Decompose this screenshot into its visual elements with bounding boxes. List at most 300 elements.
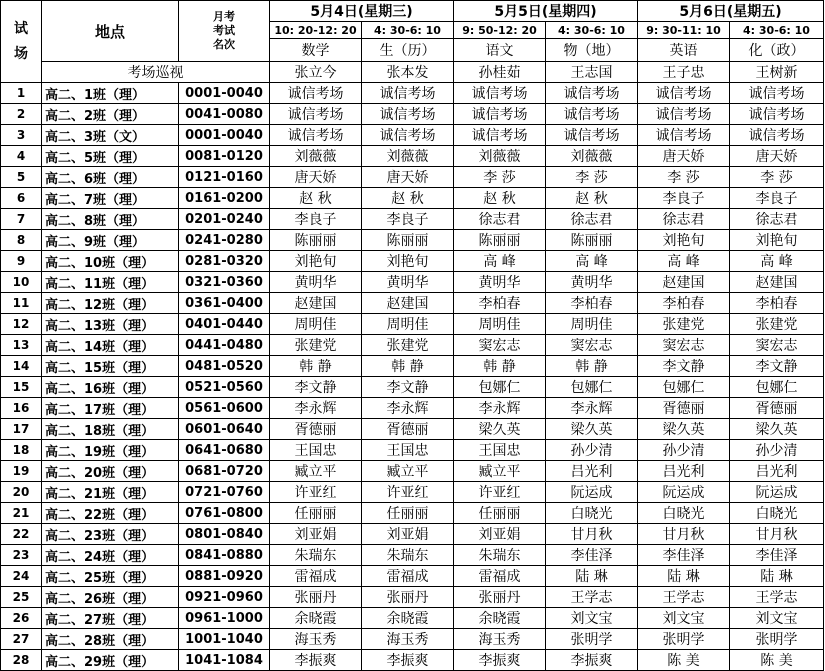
rank-range: 0801-0840 — [179, 524, 270, 545]
subject-header: 英语 — [638, 39, 730, 62]
class-location: 高二、21班（理） — [42, 482, 179, 503]
proctor-name: 刘薇薇 — [270, 146, 362, 167]
proctor-name: 李永辉 — [454, 398, 546, 419]
table-row — [1, 188, 824, 209]
room-number: 17 — [1, 419, 42, 440]
room-number: 6 — [1, 188, 42, 209]
proctor-name: 孙少清 — [730, 440, 824, 461]
proctor-name: 王学志 — [546, 587, 638, 608]
room-number: 12 — [1, 314, 42, 335]
rank-range: 0641-0680 — [179, 440, 270, 461]
proctor-name: 雷福成 — [454, 566, 546, 587]
proctor-name: 刘亚娟 — [454, 524, 546, 545]
proctor-name: 陆 琳 — [730, 566, 824, 587]
seat-rank-header — [179, 1, 270, 62]
table-row — [1, 440, 824, 461]
proctor-name: 刘文宝 — [546, 608, 638, 629]
room-number: 8 — [1, 230, 42, 251]
rank-range: 0761-0800 — [179, 503, 270, 524]
proctor-name: 阮运成 — [730, 482, 824, 503]
proctor-name: 李柏春 — [454, 293, 546, 314]
room-header-line2: 场 — [14, 45, 28, 62]
proctor-name: 余晓霞 — [362, 608, 454, 629]
proctor-name: 朱瑞东 — [362, 545, 454, 566]
proctor-name: 余晓霞 — [270, 608, 362, 629]
proctor-name: 李柏春 — [730, 293, 824, 314]
proctor-name: 任丽丽 — [454, 503, 546, 524]
proctor-name: 王国忠 — [270, 440, 362, 461]
proctor-name: 窦宏志 — [546, 335, 638, 356]
proctor-name: 周明佳 — [270, 314, 362, 335]
proctor-name: 海玉秀 — [270, 629, 362, 650]
table-row — [1, 482, 824, 503]
class-location: 高二、2班（理） — [42, 104, 179, 125]
proctor-name: 窦宏志 — [730, 335, 824, 356]
rank-range: 0241-0280 — [179, 230, 270, 251]
date-header-day1: 5月4日(星期三) — [270, 1, 454, 22]
class-location: 高二、27班（理） — [42, 608, 179, 629]
proctor-name: 阮运成 — [546, 482, 638, 503]
class-location: 高二、22班（理） — [42, 503, 179, 524]
proctor-name: 徐志君 — [730, 209, 824, 230]
proctor-name: 陈丽丽 — [454, 230, 546, 251]
proctor-name: 陈丽丽 — [270, 230, 362, 251]
room-number: 26 — [1, 608, 42, 629]
proctor-name: 白晓光 — [638, 503, 730, 524]
supervisor: 张立今 — [270, 62, 362, 83]
proctor-name: 黄明华 — [454, 272, 546, 293]
proctor-name: 李柏春 — [638, 293, 730, 314]
table-row — [1, 377, 824, 398]
proctor-name: 任丽丽 — [362, 503, 454, 524]
proctor-name: 雷福成 — [362, 566, 454, 587]
proctor-name: 黄明华 — [546, 272, 638, 293]
class-location: 高二、24班（理） — [42, 545, 179, 566]
proctor-name: 李柏春 — [546, 293, 638, 314]
subject-header: 生（历） — [362, 39, 454, 62]
proctor-name: 李 莎 — [546, 167, 638, 188]
seat-rank-line2: 考试 — [213, 24, 235, 37]
room-number: 13 — [1, 335, 42, 356]
table-row — [1, 251, 824, 272]
proctor-name: 张丽丹 — [454, 587, 546, 608]
proctor-name: 诚信考场 — [730, 125, 824, 146]
proctor-name: 吕光利 — [546, 461, 638, 482]
room-number: 2 — [1, 104, 42, 125]
proctor-name: 刘亚娟 — [270, 524, 362, 545]
room-number: 18 — [1, 440, 42, 461]
rank-range: 1041-1084 — [179, 650, 270, 671]
table-row — [1, 587, 824, 608]
class-location: 高二、26班（理） — [42, 587, 179, 608]
proctor-name: 黄明华 — [270, 272, 362, 293]
proctor-name: 甘月秋 — [638, 524, 730, 545]
proctor-name: 海玉秀 — [362, 629, 454, 650]
table-row — [1, 125, 824, 146]
proctor-name: 诚信考场 — [546, 104, 638, 125]
class-location: 高二、15班（理） — [42, 356, 179, 377]
proctor-name: 诚信考场 — [638, 125, 730, 146]
proctor-name: 李振爽 — [270, 650, 362, 671]
proctor-name: 包娜仁 — [638, 377, 730, 398]
proctor-name: 陈丽丽 — [362, 230, 454, 251]
subject-header: 语文 — [454, 39, 546, 62]
class-location: 高二、11班（理） — [42, 272, 179, 293]
table-row — [1, 230, 824, 251]
room-header — [1, 1, 42, 83]
supervisor: 王子忠 — [638, 62, 730, 83]
rank-range: 0121-0160 — [179, 167, 270, 188]
proctor-name: 韩 静 — [270, 356, 362, 377]
proctor-name: 李文静 — [270, 377, 362, 398]
proctor-name: 雷福成 — [270, 566, 362, 587]
proctor-name: 黄明华 — [362, 272, 454, 293]
proctor-name: 梁久英 — [454, 419, 546, 440]
room-number: 15 — [1, 377, 42, 398]
room-number: 25 — [1, 587, 42, 608]
proctor-name: 李永辉 — [362, 398, 454, 419]
class-location: 高二、14班（理） — [42, 335, 179, 356]
subject-header: 化（政） — [730, 39, 824, 62]
room-number: 21 — [1, 503, 42, 524]
room-number: 1 — [1, 83, 42, 104]
proctor-name: 张建党 — [270, 335, 362, 356]
table-row — [1, 524, 824, 545]
proctor-name: 徐志君 — [454, 209, 546, 230]
room-number: 4 — [1, 146, 42, 167]
proctor-name: 李佳泽 — [638, 545, 730, 566]
class-location: 高二、7班（理） — [42, 188, 179, 209]
proctor-name: 诚信考场 — [546, 125, 638, 146]
rank-range: 0721-0760 — [179, 482, 270, 503]
proctor-name: 许亚红 — [362, 482, 454, 503]
table-row — [1, 293, 824, 314]
rank-range: 0481-0520 — [179, 356, 270, 377]
proctor-name: 李永辉 — [270, 398, 362, 419]
supervisor: 张本发 — [362, 62, 454, 83]
proctor-name: 臧立平 — [362, 461, 454, 482]
proctor-name: 吕光利 — [730, 461, 824, 482]
proctor-name: 任丽丽 — [270, 503, 362, 524]
proctor-name: 李振爽 — [546, 650, 638, 671]
proctor-name: 刘艳旬 — [270, 251, 362, 272]
proctor-name: 陈丽丽 — [546, 230, 638, 251]
proctor-name: 周明佳 — [546, 314, 638, 335]
table-row — [1, 356, 824, 377]
room-number: 3 — [1, 125, 42, 146]
rank-range: 0561-0600 — [179, 398, 270, 419]
proctor-name: 高 峰 — [638, 251, 730, 272]
date-header-day3: 5月6日(星期五) — [638, 1, 824, 22]
proctor-name: 诚信考场 — [546, 83, 638, 104]
proctor-name: 诚信考场 — [270, 125, 362, 146]
proctor-name: 诚信考场 — [362, 125, 454, 146]
proctor-name: 陆 琳 — [638, 566, 730, 587]
proctor-name: 张建党 — [730, 314, 824, 335]
proctor-name: 诚信考场 — [362, 104, 454, 125]
proctor-name: 诚信考场 — [270, 83, 362, 104]
proctor-name: 赵建国 — [270, 293, 362, 314]
class-location: 高二、29班（理） — [42, 650, 179, 671]
proctor-name: 李永辉 — [546, 398, 638, 419]
time-slot: 4: 30-6: 10 — [546, 22, 638, 39]
proctor-name: 孙少清 — [546, 440, 638, 461]
proctor-name: 赵 秋 — [270, 188, 362, 209]
proctor-name: 张明学 — [638, 629, 730, 650]
table-row — [1, 650, 824, 671]
time-slot: 10: 20-12: 20 — [270, 22, 362, 39]
class-location: 高二、23班（理） — [42, 524, 179, 545]
proctor-name: 刘薇薇 — [454, 146, 546, 167]
proctor-name: 赵建国 — [730, 272, 824, 293]
proctor-name: 李文静 — [362, 377, 454, 398]
class-location: 高二、1班（理） — [42, 83, 179, 104]
rank-range: 0001-0040 — [179, 83, 270, 104]
proctor-name: 白晓光 — [546, 503, 638, 524]
class-location: 高二、16班（理） — [42, 377, 179, 398]
proctor-name: 李振爽 — [362, 650, 454, 671]
time-slot: 9: 50-12: 20 — [454, 22, 546, 39]
proctor-name: 高 峰 — [546, 251, 638, 272]
proctor-name: 李 莎 — [730, 167, 824, 188]
proctor-name: 张丽丹 — [270, 587, 362, 608]
proctor-name: 许亚红 — [454, 482, 546, 503]
room-number: 10 — [1, 272, 42, 293]
proctor-name: 窦宏志 — [638, 335, 730, 356]
table-row — [1, 566, 824, 587]
proctor-name: 李振爽 — [454, 650, 546, 671]
rank-range: 0841-0880 — [179, 545, 270, 566]
proctor-name: 梁久英 — [730, 419, 824, 440]
class-location: 高二、9班（理） — [42, 230, 179, 251]
rank-range: 0881-0920 — [179, 566, 270, 587]
proctor-name: 诚信考场 — [638, 83, 730, 104]
class-location: 高二、3班（文） — [42, 125, 179, 146]
subject-header: 数学 — [270, 39, 362, 62]
proctor-name: 包娜仁 — [730, 377, 824, 398]
time-slot: 9: 30-11: 10 — [638, 22, 730, 39]
proctor-name: 王国忠 — [362, 440, 454, 461]
room-number: 22 — [1, 524, 42, 545]
proctor-name: 陈 美 — [730, 650, 824, 671]
room-number: 28 — [1, 650, 42, 671]
table-row — [1, 629, 824, 650]
proctor-name: 赵 秋 — [454, 188, 546, 209]
proctor-name: 诚信考场 — [362, 83, 454, 104]
table-row — [1, 209, 824, 230]
class-location: 高二、13班（理） — [42, 314, 179, 335]
proctor-name: 包娜仁 — [546, 377, 638, 398]
proctor-name: 白晓光 — [730, 503, 824, 524]
proctor-name: 吕光利 — [638, 461, 730, 482]
proctor-name: 诚信考场 — [730, 83, 824, 104]
table-row — [1, 314, 824, 335]
proctor-name: 梁久英 — [638, 419, 730, 440]
proctor-name: 甘月秋 — [730, 524, 824, 545]
table-row — [1, 608, 824, 629]
proctor-name: 胥德丽 — [730, 398, 824, 419]
room-number: 11 — [1, 293, 42, 314]
room-number: 19 — [1, 461, 42, 482]
time-slot: 4: 30-6: 10 — [730, 22, 824, 39]
proctor-name: 赵 秋 — [362, 188, 454, 209]
proctor-name: 赵 秋 — [546, 188, 638, 209]
table-row — [1, 167, 824, 188]
proctor-name: 韩 静 — [546, 356, 638, 377]
class-location: 高二、18班（理） — [42, 419, 179, 440]
time-slot: 4: 30-6: 10 — [362, 22, 454, 39]
proctor-name: 张明学 — [730, 629, 824, 650]
room-number: 20 — [1, 482, 42, 503]
proctor-name: 韩 静 — [362, 356, 454, 377]
class-location: 高二、19班（理） — [42, 440, 179, 461]
supervisor: 王树新 — [730, 62, 824, 83]
proctor-name: 刘艳旬 — [730, 230, 824, 251]
proctor-name: 徐志君 — [546, 209, 638, 230]
room-number: 5 — [1, 167, 42, 188]
rank-range: 0161-0200 — [179, 188, 270, 209]
proctor-name: 李良子 — [730, 188, 824, 209]
proctor-name: 张明学 — [546, 629, 638, 650]
proctor-name: 李 莎 — [638, 167, 730, 188]
rank-range: 0321-0360 — [179, 272, 270, 293]
subject-header: 物（地） — [546, 39, 638, 62]
proctor-name: 李文静 — [638, 356, 730, 377]
table-row — [1, 146, 824, 167]
rank-range: 0001-0040 — [179, 125, 270, 146]
proctor-name: 张丽丹 — [362, 587, 454, 608]
table-row — [1, 83, 824, 104]
class-location: 高二、12班（理） — [42, 293, 179, 314]
proctor-name: 唐天娇 — [362, 167, 454, 188]
proctor-name: 张建党 — [362, 335, 454, 356]
proctor-name: 朱瑞东 — [270, 545, 362, 566]
date-header-day2: 5月5日(星期四) — [454, 1, 638, 22]
room-number: 27 — [1, 629, 42, 650]
proctor-name: 周明佳 — [362, 314, 454, 335]
rank-range: 0041-0080 — [179, 104, 270, 125]
proctor-name: 陆 琳 — [546, 566, 638, 587]
proctor-name: 诚信考场 — [454, 104, 546, 125]
proctor-name: 陈 美 — [638, 650, 730, 671]
proctor-name: 海玉秀 — [454, 629, 546, 650]
supervisor: 孙桂茹 — [454, 62, 546, 83]
proctor-name: 李良子 — [638, 188, 730, 209]
proctor-name: 李佳泽 — [546, 545, 638, 566]
class-location: 高二、25班（理） — [42, 566, 179, 587]
proctor-name: 诚信考场 — [454, 125, 546, 146]
proctor-name: 诚信考场 — [270, 104, 362, 125]
proctor-name: 高 峰 — [454, 251, 546, 272]
proctor-name: 臧立平 — [454, 461, 546, 482]
rank-range: 0081-0120 — [179, 146, 270, 167]
proctor-name: 刘亚娟 — [362, 524, 454, 545]
class-location: 高二、6班（理） — [42, 167, 179, 188]
proctor-name: 朱瑞东 — [454, 545, 546, 566]
proctor-name: 高 峰 — [730, 251, 824, 272]
proctor-name: 唐天娇 — [638, 146, 730, 167]
class-location: 高二、8班（理） — [42, 209, 179, 230]
room-number: 16 — [1, 398, 42, 419]
proctor-name: 胥德丽 — [638, 398, 730, 419]
proctor-name: 胥德丽 — [270, 419, 362, 440]
rank-range: 0681-0720 — [179, 461, 270, 482]
table-row — [1, 398, 824, 419]
room-number: 23 — [1, 545, 42, 566]
proctor-name: 孙少清 — [638, 440, 730, 461]
proctor-name: 李良子 — [270, 209, 362, 230]
rank-range: 0441-0480 — [179, 335, 270, 356]
proctor-name: 刘文宝 — [638, 608, 730, 629]
class-location: 高二、20班（理） — [42, 461, 179, 482]
proctor-name: 刘艳旬 — [638, 230, 730, 251]
proctor-name: 刘艳旬 — [362, 251, 454, 272]
table-row — [1, 419, 824, 440]
room-number: 7 — [1, 209, 42, 230]
class-location: 高二、5班（理） — [42, 146, 179, 167]
table-row — [1, 503, 824, 524]
proctor-name: 余晓霞 — [454, 608, 546, 629]
proctor-name: 刘薇薇 — [546, 146, 638, 167]
table-row — [1, 461, 824, 482]
rank-range: 0521-0560 — [179, 377, 270, 398]
proctor-name: 唐天娇 — [270, 167, 362, 188]
proctor-name: 阮运成 — [638, 482, 730, 503]
rank-range: 0961-1000 — [179, 608, 270, 629]
class-location: 高二、28班（理） — [42, 629, 179, 650]
rank-range: 0601-0640 — [179, 419, 270, 440]
proctor-name: 赵建国 — [638, 272, 730, 293]
proctor-name: 许亚红 — [270, 482, 362, 503]
rank-range: 1001-1040 — [179, 629, 270, 650]
proctor-name: 李佳泽 — [730, 545, 824, 566]
table-row — [1, 335, 824, 356]
room-number: 14 — [1, 356, 42, 377]
proctor-name: 甘月秋 — [546, 524, 638, 545]
proctor-name: 窦宏志 — [454, 335, 546, 356]
proctor-name: 臧立平 — [270, 461, 362, 482]
rank-range: 0401-0440 — [179, 314, 270, 335]
proctor-name: 李 莎 — [454, 167, 546, 188]
proctor-name: 梁久英 — [546, 419, 638, 440]
proctor-name: 诚信考场 — [454, 83, 546, 104]
proctor-name: 李文静 — [730, 356, 824, 377]
supervision-label: 考场巡视 — [42, 62, 270, 83]
proctor-name: 王国忠 — [454, 440, 546, 461]
room-header-line1: 试 — [14, 20, 28, 37]
proctor-name: 诚信考场 — [730, 104, 824, 125]
proctor-name: 唐天娇 — [730, 146, 824, 167]
class-location: 高二、17班（理） — [42, 398, 179, 419]
proctor-name: 包娜仁 — [454, 377, 546, 398]
supervisor: 王志国 — [546, 62, 638, 83]
proctor-name: 周明佳 — [454, 314, 546, 335]
proctor-name: 赵建国 — [362, 293, 454, 314]
proctor-name: 王学志 — [638, 587, 730, 608]
room-number: 24 — [1, 566, 42, 587]
table-row — [1, 545, 824, 566]
seat-rank-line3: 名次 — [213, 38, 235, 51]
table-row — [1, 272, 824, 293]
proctor-name: 诚信考场 — [638, 104, 730, 125]
rank-range: 0921-0960 — [179, 587, 270, 608]
proctor-name: 徐志君 — [638, 209, 730, 230]
class-location: 高二、10班（理） — [42, 251, 179, 272]
seat-rank-line1: 月考 — [213, 10, 235, 23]
rank-range: 0281-0320 — [179, 251, 270, 272]
rank-range: 0201-0240 — [179, 209, 270, 230]
proctor-name: 刘文宝 — [730, 608, 824, 629]
